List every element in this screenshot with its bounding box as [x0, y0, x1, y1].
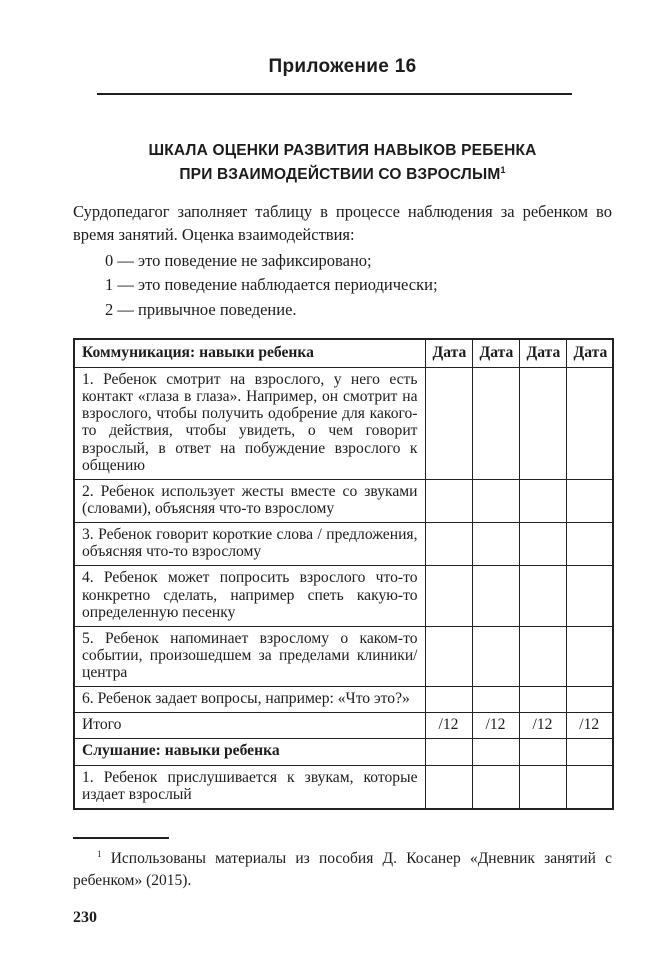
skill-text: 6. Ребенок задает вопросы, например: «Что это?» — [74, 687, 425, 713]
table-row-listening-1 — [74, 765, 613, 809]
rating-scale-item-1: 1 — это поведение наблюдается периодически; — [105, 275, 438, 295]
total-row — [74, 713, 613, 739]
footnote-text: Использованы материалы из пособия Д. Косанер «Дневник занятий с ребенком» (2015). — [73, 850, 612, 889]
section-header-listening: Слушание: навыки ребенка — [74, 739, 425, 765]
date-cell — [566, 765, 613, 809]
title-line-1: ШКАЛА ОЦЕНКИ РАЗВИТИЯ НАВЫКОВ РЕБЕНКА — [148, 142, 537, 159]
footnote-marker: 1 — [97, 848, 102, 859]
rating-scale-list — [105, 249, 612, 323]
date-cell — [472, 479, 519, 522]
skill-text: 3. Ребенок говорит короткие слова / предложения, объясняя что-то взрослому — [74, 523, 425, 566]
table-row-skill-3 — [74, 523, 613, 566]
footnote — [73, 848, 612, 892]
table-row-skill-5 — [74, 626, 613, 686]
date-cell — [519, 687, 566, 713]
date-cell — [519, 739, 566, 765]
total-value: /12 — [519, 713, 566, 739]
date-cell — [472, 687, 519, 713]
appendix-label: Приложение 16 — [268, 56, 417, 77]
page-number: 230 — [73, 909, 97, 927]
rating-scale-item-2: 2 — привычное поведение. — [105, 300, 297, 320]
skill-text: 2. Ребенок использует жесты вместе со звуками (словами), объясняя что-то взрослому — [74, 479, 425, 522]
skill-text: 4. Ребенок может попросить взрослого что-то конкретно сделать, например спеть какую-то определенную песенку — [74, 566, 425, 626]
skill-text: 1. Ребенок смотрит на взрослого, у него есть контакт «глаза в глаза». Например, он смотрит на взрослого, чтобы получить одобрение для какого-то действия, чтобы увидеть, о чем говорит взрослый, в ответ на побуждение взрослого к общению — [74, 367, 425, 479]
title-footnote-marker: 1 — [500, 164, 506, 175]
date-cell — [566, 687, 613, 713]
date-cell — [519, 765, 566, 809]
total-value: /12 — [425, 713, 472, 739]
rating-scale-item-0: 0 — это поведение не зафиксировано; — [105, 250, 372, 270]
date-cell — [425, 367, 472, 479]
date-cell — [519, 626, 566, 686]
table-section-header-row — [74, 739, 613, 765]
date-cell — [472, 367, 519, 479]
title-line-2: ПРИ ВЗАИМОДЕЙСТВИИ СО ВЗРОСЛЫМ — [179, 166, 501, 184]
date-cell — [519, 566, 566, 626]
table-row-skill-4 — [74, 566, 613, 626]
date-column-header: Дата — [425, 339, 472, 368]
date-cell — [472, 739, 519, 765]
date-cell — [519, 523, 566, 566]
section-header-communication: Коммуникация: навыки ребенка — [74, 339, 425, 368]
date-cell — [425, 765, 472, 809]
date-cell — [566, 367, 613, 479]
date-cell — [566, 739, 613, 765]
total-value: /12 — [472, 713, 519, 739]
date-column-header: Дата — [566, 339, 613, 368]
date-cell — [425, 687, 472, 713]
date-cell — [472, 523, 519, 566]
date-cell — [472, 765, 519, 809]
skill-text: 5. Ребенок напоминает взрослому о каком-то событии, произошедшем за пределами клиники/центра — [74, 626, 425, 686]
date-column-header: Дата — [519, 339, 566, 368]
table-row-skill-2 — [74, 479, 613, 522]
skills-assessment-table — [73, 338, 614, 810]
date-cell — [566, 479, 613, 522]
date-cell — [566, 626, 613, 686]
skill-text: 1. Ребенок прислушивается к звукам, которые издает взрослый — [74, 765, 425, 809]
date-cell — [425, 566, 472, 626]
date-cell — [425, 523, 472, 566]
date-cell — [566, 566, 613, 626]
total-value: /12 — [566, 713, 613, 739]
page-title — [73, 139, 612, 187]
intro-paragraph: Сурдопедагог заполняет таблицу в процессе наблюдения за ребенком во время занятий. Оценка взаимодействия: — [73, 202, 612, 244]
date-cell — [425, 626, 472, 686]
date-cell — [425, 739, 472, 765]
date-cell — [566, 523, 613, 566]
total-label: Итого — [74, 713, 425, 739]
date-cell — [425, 479, 472, 522]
table-header-row — [74, 339, 613, 368]
date-cell — [519, 367, 566, 479]
footnote-divider — [73, 837, 169, 839]
date-cell — [472, 626, 519, 686]
date-column-header: Дата — [472, 339, 519, 368]
header-rule — [97, 93, 572, 95]
date-cell — [472, 566, 519, 626]
table-row-skill-6 — [74, 687, 613, 713]
table-row-skill-1 — [74, 367, 613, 479]
date-cell — [519, 479, 566, 522]
